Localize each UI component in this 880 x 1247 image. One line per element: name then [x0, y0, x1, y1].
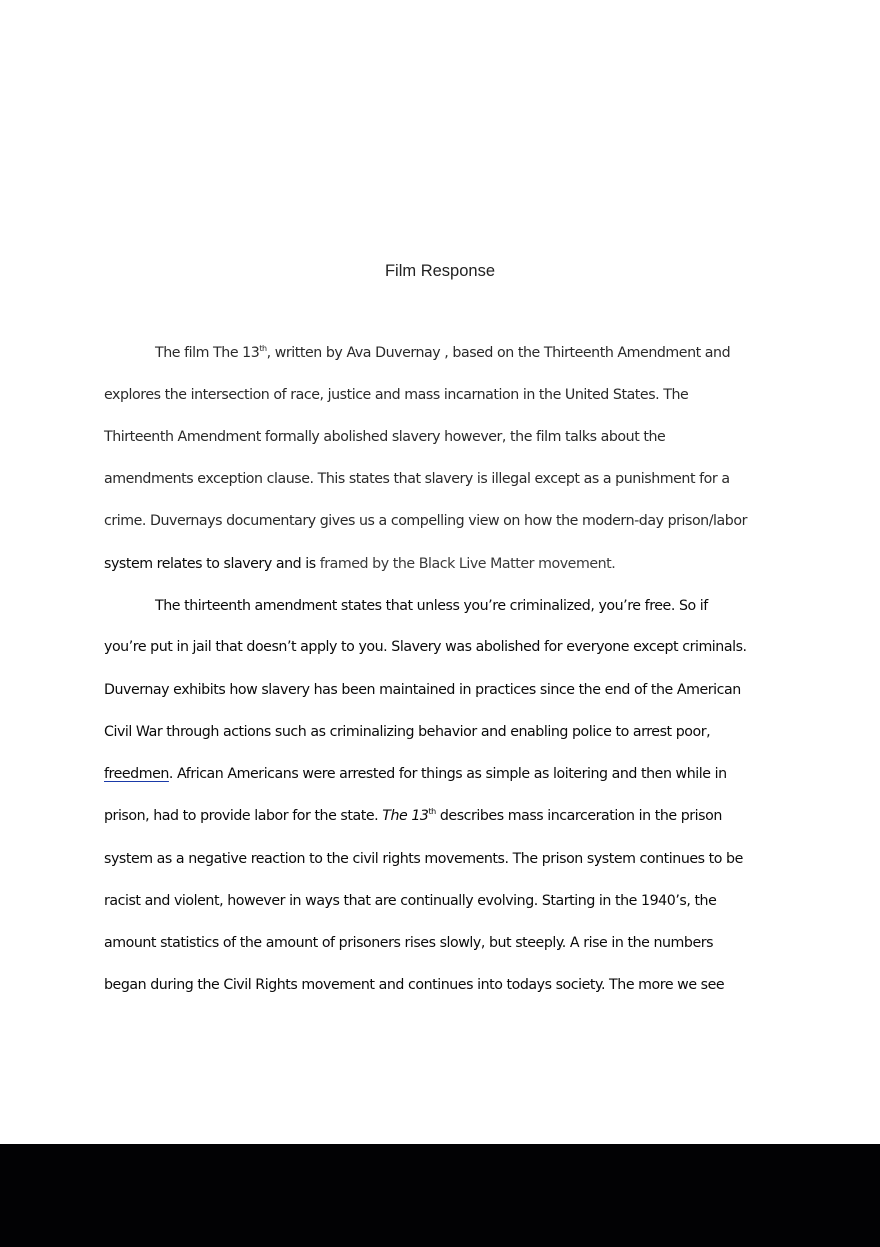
text-run: system relates to slavery and is — [104, 556, 320, 572]
bottom-black-bar — [0, 1144, 880, 1247]
paragraph-2-line-5 — [104, 764, 727, 784]
text-run: framed by the Black Live Matter movement. — [319, 556, 616, 572]
paragraph-2-line-2: you’re put in jail that doesn’t apply to you. Slavery was abolished for everyone except criminals. — [104, 639, 747, 655]
film-title-italic: The 13 — [382, 808, 429, 824]
text-run: , written by Ava Duvernay , based on the Thirteenth Amendment and — [266, 345, 731, 361]
freedmen-link[interactable]: freedmen — [104, 766, 169, 782]
paragraph-1-line-1 — [155, 343, 730, 363]
paragraph-2-line-8: racist and violent, however in ways that are continually evolving. Starting in the 1940’s, the — [104, 893, 717, 909]
text-run: The film The 13 — [155, 345, 260, 361]
text-run: describes mass incarceration in the prison — [435, 808, 722, 824]
superscript: th — [259, 344, 267, 353]
paragraph-2-line-3: Duvernay exhibits how slavery has been maintained in practices since the end of the American — [104, 682, 741, 698]
paragraph-2-line-9: amount statistics of the amount of prisoners rises slowly, but steeply. A rise in the numbers — [104, 935, 714, 951]
paragraph-1-line-3: Thirteenth Amendment formally abolished slavery however, the film talks about the — [104, 429, 666, 445]
paragraph-2-line-7: system as a negative reaction to the civil rights movements. The prison system continues to be — [104, 851, 743, 867]
document-title: Film Response — [384, 262, 496, 280]
paragraph-1-line-6 — [104, 554, 615, 574]
superscript: th — [428, 807, 436, 816]
paragraph-2-line-4: Civil War through actions such as criminalizing behavior and enabling police to arrest poor, — [104, 724, 711, 740]
paragraph-1-line-4: amendments exception clause. This states that slavery is illegal except as a punishment for a — [104, 471, 730, 487]
paragraph-2-line-1: The thirteenth amendment states that unless you’re criminalized, you’re free. So if — [155, 598, 708, 614]
paragraph-2-line-6 — [104, 806, 722, 826]
text-run: . African Americans were arrested for things as simple as loitering and then while in — [168, 766, 727, 782]
paragraph-2-line-10: began during the Civil Rights movement and continues into todays society. The more we see — [104, 977, 725, 993]
paragraph-1-line-5: crime. Duvernays documentary gives us a compelling view on how the modern-day prison/labor — [104, 513, 747, 529]
paragraph-1-line-2: explores the intersection of race, justice and mass incarnation in the United States. The — [104, 387, 689, 403]
text-run: prison, had to provide labor for the state. — [104, 808, 383, 824]
